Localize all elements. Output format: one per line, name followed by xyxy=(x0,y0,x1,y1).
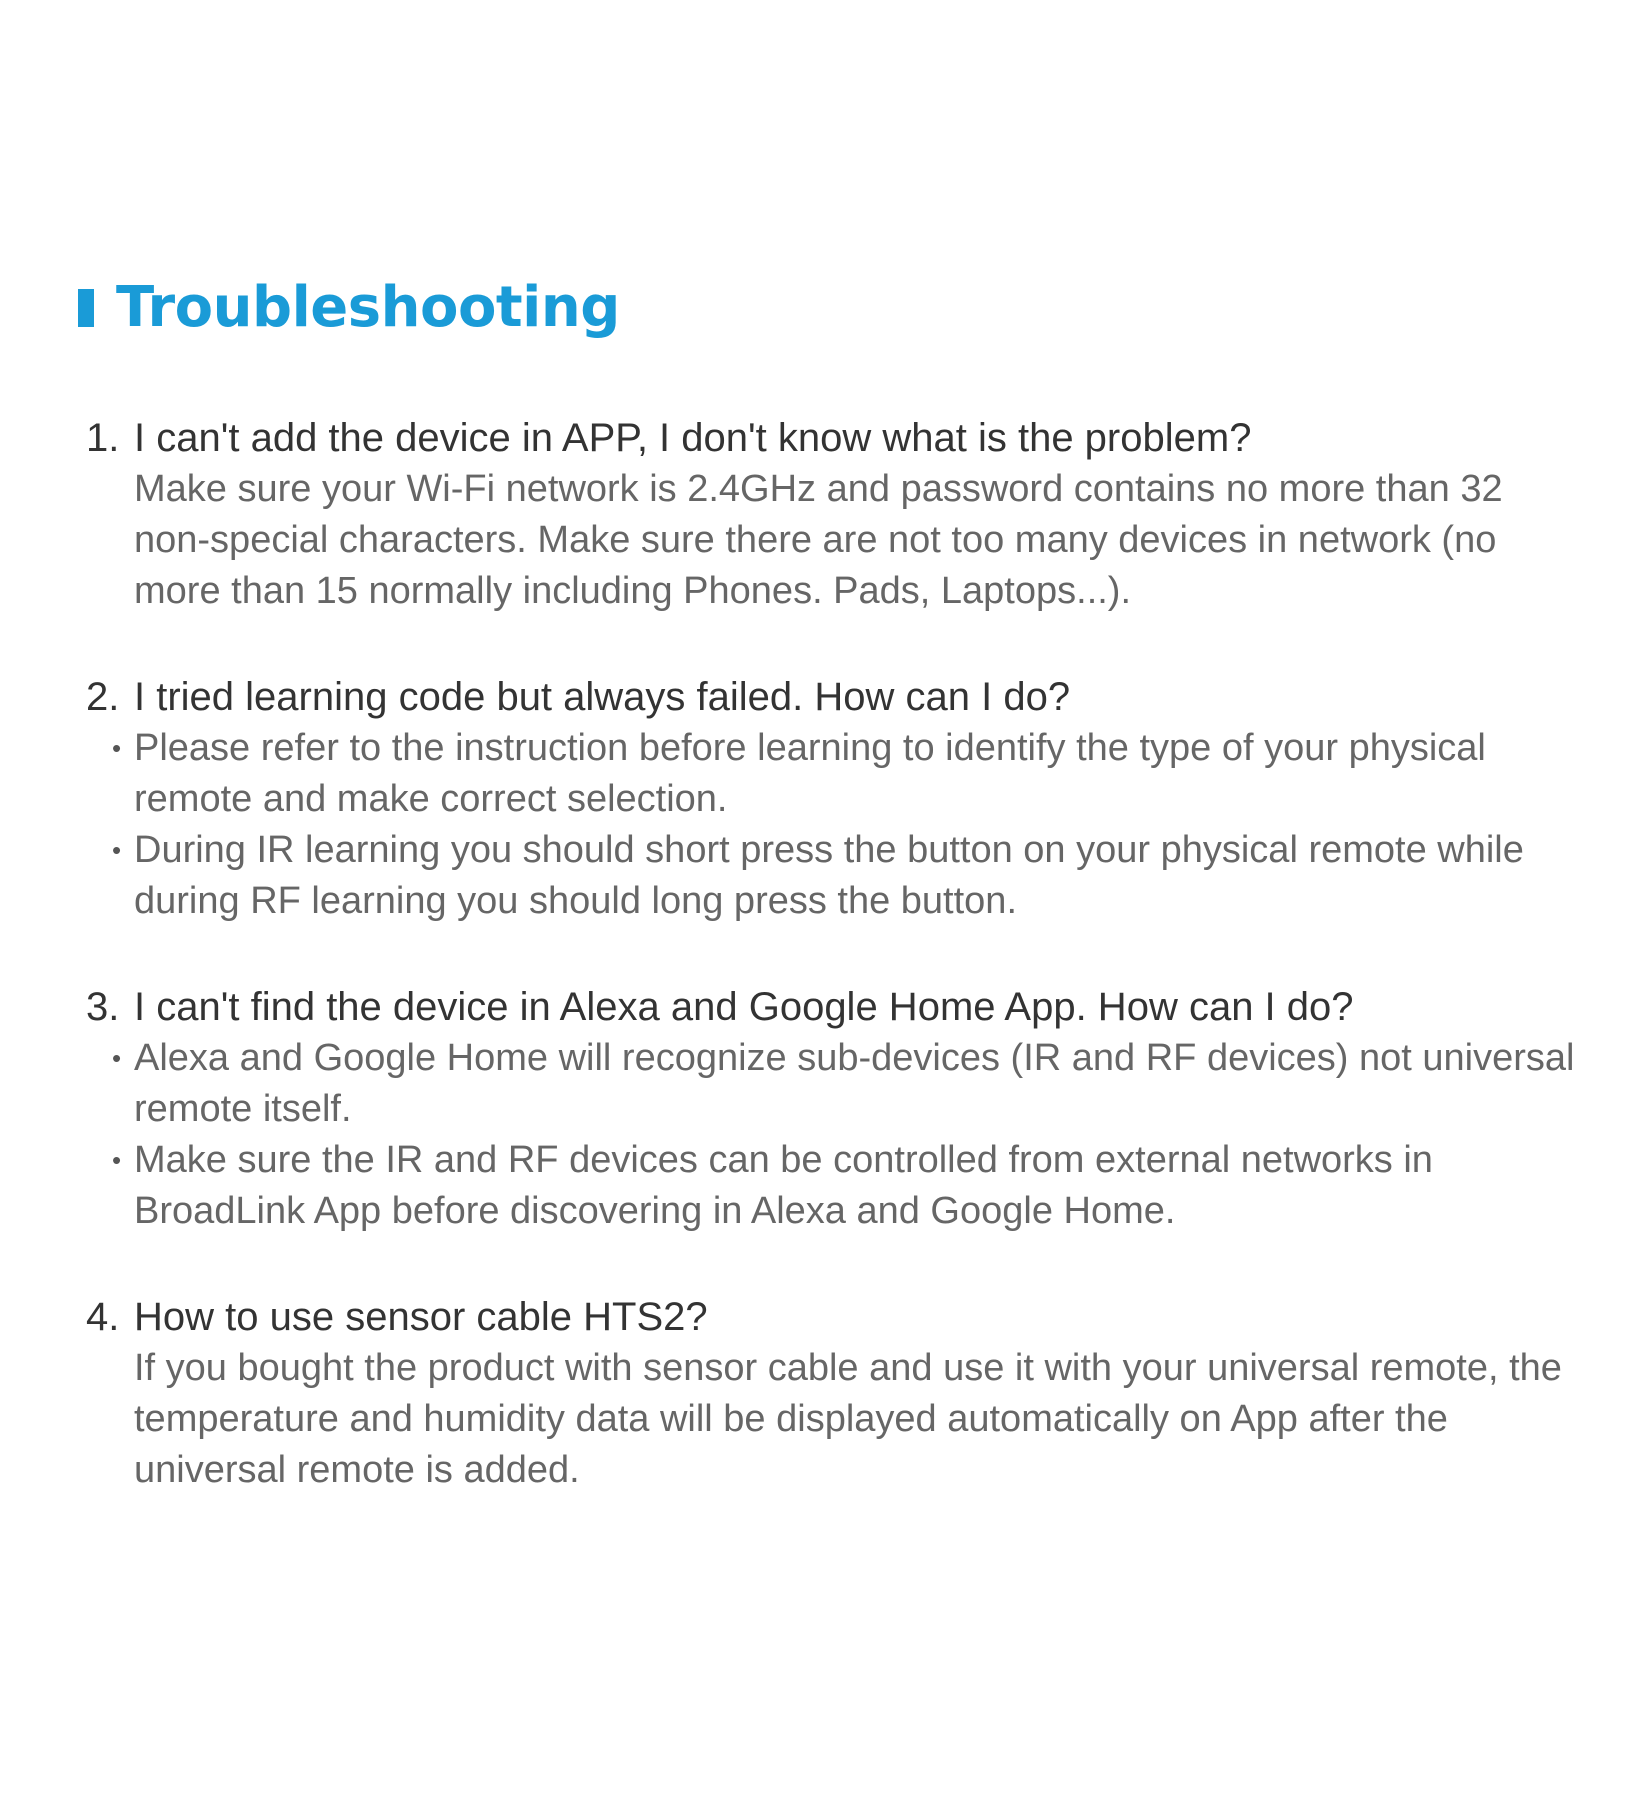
faq-bullet-item: • During IR learning you should short press the button on your physical remote while during RF learning you should long press the button. xyxy=(134,825,1586,927)
faq-question-text: How to use sensor cable HTS2? xyxy=(134,1295,708,1339)
faq-number: 1. xyxy=(86,416,120,460)
heading-accent-bar xyxy=(78,289,94,327)
faq-question-text: I can't add the device in APP, I don't know what is the problem? xyxy=(134,416,1252,460)
faq-question xyxy=(86,412,1586,464)
faq-item-2 xyxy=(86,671,1586,927)
faq-bullet-item: • Please refer to the instruction before learning to identify the type of your physical remote and make correct selection. xyxy=(134,723,1586,825)
faq-answer-paragraph: Make sure your Wi-Fi network is 2.4GHz and password contains no more than 32 non-special characters. Make sure there are not too many devices in network (no more than 15 normally including Phones. Pads, Laptops...). xyxy=(134,468,1503,612)
faq-question-text: I tried learning code but always failed. How can I do? xyxy=(134,675,1071,719)
faq-answer-paragraph: If you bought the product with sensor cable and use it with your universal remote, the temperature and humidity data will be displayed automatically on App after the universal remote is added. xyxy=(134,1347,1562,1491)
faq-number: 4. xyxy=(86,1295,120,1339)
faq-answer xyxy=(134,464,1586,617)
section-heading xyxy=(78,272,620,344)
faq-item-3 xyxy=(86,981,1586,1237)
faq-bullet-item: • Make sure the IR and RF devices can be controlled from external networks in BroadLink App before discovering in Alexa and Google Home. xyxy=(134,1135,1586,1237)
faq-answer xyxy=(134,1343,1586,1496)
faq-number: 3. xyxy=(86,985,120,1029)
faq-list xyxy=(86,412,1586,1550)
faq-question xyxy=(86,981,1586,1033)
faq-answer xyxy=(134,1033,1586,1237)
faq-number: 2. xyxy=(86,675,120,719)
faq-item-1 xyxy=(86,412,1586,617)
faq-answer xyxy=(134,723,1586,927)
faq-item-4 xyxy=(86,1291,1586,1496)
faq-question xyxy=(86,1291,1586,1343)
faq-question xyxy=(86,671,1586,723)
faq-bullet-item: • Alexa and Google Home will recognize sub-devices (IR and RF devices) not universal remote itself. xyxy=(134,1033,1586,1135)
faq-question-text: I can't find the device in Alexa and Google Home App. How can I do? xyxy=(134,985,1354,1029)
page-title: Troubleshooting xyxy=(116,275,620,340)
